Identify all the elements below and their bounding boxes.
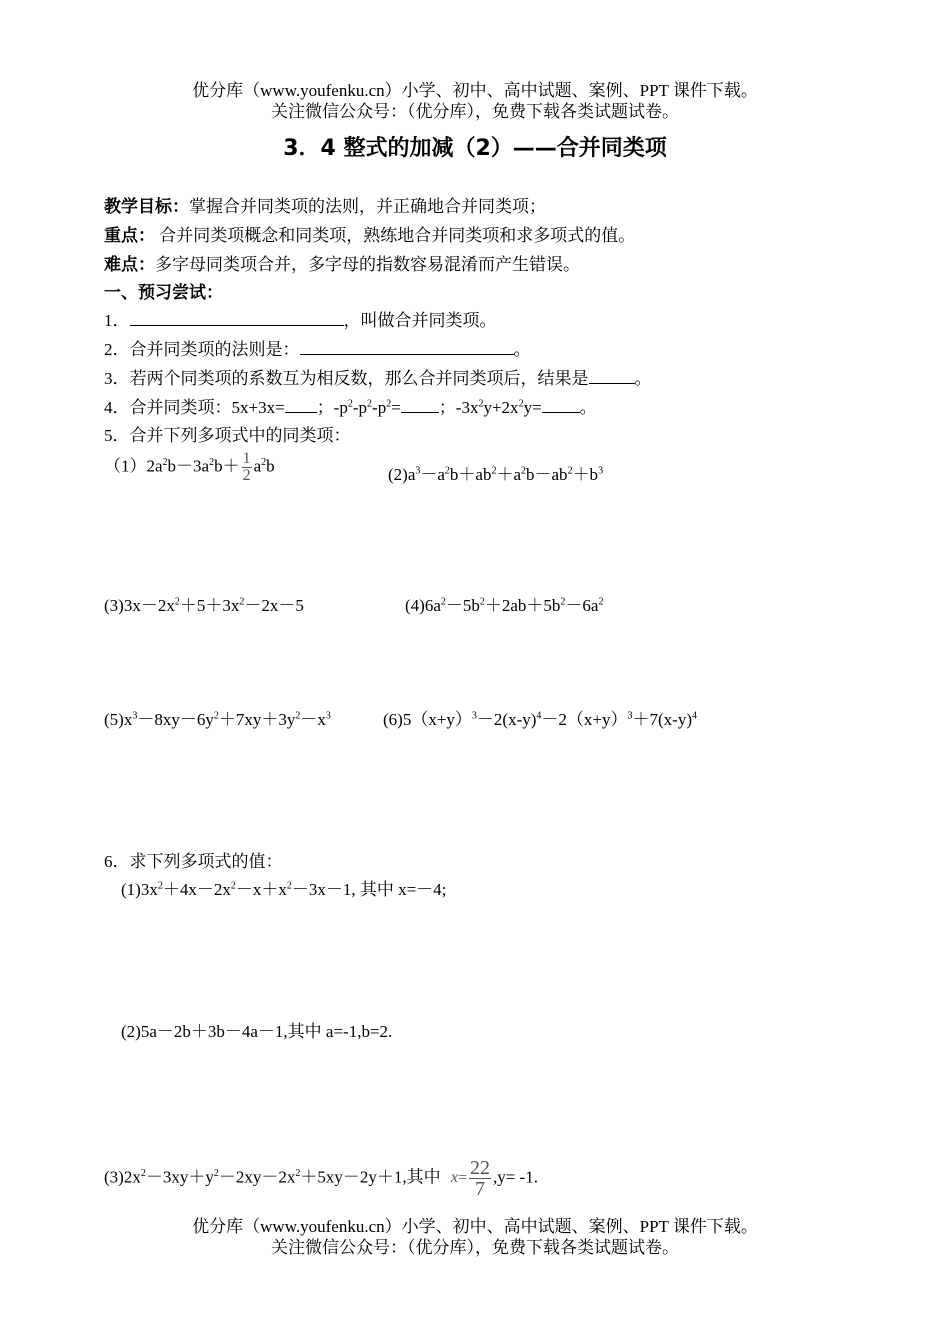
sup: 2 bbox=[230, 880, 236, 892]
e2-part: ＋a bbox=[496, 465, 522, 484]
sup: 3 bbox=[598, 465, 604, 477]
q4-part-2b: -p bbox=[352, 398, 368, 417]
v3-part: ,y= -1. bbox=[492, 1167, 538, 1187]
v1-part: (1)3x bbox=[121, 880, 158, 899]
exercise-4 bbox=[405, 591, 603, 616]
e5-part: －8xy－6y bbox=[137, 710, 214, 729]
sup: 2 bbox=[295, 710, 301, 722]
frac-den: 2 bbox=[242, 467, 251, 484]
e6-part: －2(x-y) bbox=[476, 710, 537, 729]
objective-focus bbox=[104, 221, 635, 246]
value-problem-3 bbox=[104, 1158, 538, 1199]
header-line-2: 关注微信公众号：（优分库），免费下载各类试题试卷。 bbox=[271, 102, 679, 121]
sup: 2 bbox=[174, 596, 180, 608]
goal-text: 掌握合并同类项的法则，并正确地合并同类项； bbox=[189, 197, 546, 216]
sup: 2 bbox=[209, 456, 215, 468]
q4-blank-2[interactable] bbox=[401, 396, 439, 413]
sup: 2 bbox=[213, 1167, 219, 1179]
sup: 2 bbox=[479, 596, 485, 608]
frac-num: 1 bbox=[242, 450, 251, 467]
q4-blank-1[interactable] bbox=[285, 396, 317, 413]
e4-part: (4)6a bbox=[405, 596, 441, 615]
e5-part: －x bbox=[300, 710, 326, 729]
e5-part: ＋7xy＋3y bbox=[218, 710, 296, 729]
question-3 bbox=[104, 364, 652, 389]
exercise-6 bbox=[383, 705, 697, 730]
sup: 2 bbox=[157, 880, 163, 892]
q4-part-2c: -p bbox=[372, 398, 387, 417]
variable-x: x bbox=[450, 1169, 458, 1187]
q4-end: 。 bbox=[579, 398, 597, 417]
focus-text: 合并同类项概念和同类项，熟练地合并同类项和求多项式的值。 bbox=[155, 226, 636, 245]
question-6: 6．求下列多项式的值： bbox=[104, 852, 283, 871]
sup: 2 bbox=[140, 1167, 146, 1179]
e1-part: （1）2a bbox=[104, 456, 163, 476]
section-preview-heading: 一、预习尝试： bbox=[104, 283, 223, 302]
e4-part: －5b bbox=[445, 596, 480, 615]
question-2 bbox=[104, 335, 531, 360]
v3-part: ＋5xy－2y＋1,其中 bbox=[300, 1167, 441, 1187]
v3-part: －3xy＋y bbox=[145, 1167, 214, 1187]
sup: 2 bbox=[478, 398, 484, 410]
exercise-5 bbox=[104, 705, 331, 730]
exercise-3 bbox=[104, 591, 304, 616]
e6-part: －2（x+y） bbox=[541, 710, 628, 729]
q1-blank[interactable] bbox=[130, 309, 344, 326]
frac-num: 22 bbox=[469, 1157, 490, 1179]
e2-part: ＋b bbox=[572, 465, 599, 484]
objective-difficulty bbox=[104, 250, 580, 275]
e2-part: (2)a bbox=[388, 465, 416, 484]
sup: 2 bbox=[162, 456, 168, 468]
sup: 3 bbox=[415, 465, 421, 477]
q4-blank-3[interactable] bbox=[542, 396, 580, 413]
question-1 bbox=[104, 306, 497, 331]
q2-blank[interactable] bbox=[300, 338, 514, 355]
q1-number: 1． bbox=[104, 311, 130, 330]
goal-label: 教学目标： bbox=[104, 197, 189, 216]
v1-part: －3x－1, 其中 x=－4; bbox=[291, 880, 447, 899]
sup: 4 bbox=[691, 710, 697, 722]
q3-text: 3．若两个同类项的系数互为相反数，那么合并同类项后，结果是 bbox=[104, 369, 589, 388]
e2-part: b＋ab bbox=[449, 465, 492, 484]
q2-end: 。 bbox=[513, 340, 531, 359]
q4-part-2a: ；-p bbox=[316, 398, 348, 417]
sup: 2 bbox=[444, 465, 450, 477]
page-title: 3．4 整式的加减（2）——合并同类项 bbox=[283, 136, 667, 161]
sup: 2 bbox=[598, 596, 604, 608]
fraction-22-7 bbox=[469, 1158, 491, 1199]
e6-part: (6)5（x+y） bbox=[383, 710, 472, 729]
exercise-2 bbox=[388, 460, 603, 485]
sup: 2 bbox=[239, 596, 245, 608]
v3-part: －2xy－2x bbox=[218, 1167, 296, 1187]
objective-goal bbox=[104, 192, 546, 217]
question-4 bbox=[104, 393, 597, 418]
v1-part: ＋4x－2x bbox=[162, 880, 231, 899]
equals-sign: = bbox=[457, 1169, 467, 1187]
sup: 2 bbox=[347, 398, 353, 410]
q2-text: 2．合并同类项的法则是： bbox=[104, 340, 300, 359]
e3-part: (3)3x－2x bbox=[104, 596, 175, 615]
e1-part: b－3a bbox=[167, 456, 210, 476]
q3-blank[interactable] bbox=[589, 367, 635, 384]
q4-text: 4．合并同类项：5x+3x= bbox=[104, 398, 285, 417]
e3-part: ＋5＋3x bbox=[179, 596, 240, 615]
sup: 3 bbox=[471, 710, 477, 722]
q4-part-3c: y= bbox=[523, 398, 542, 417]
value-problem-1 bbox=[121, 875, 446, 900]
sup: 2 bbox=[386, 398, 392, 410]
q4-part-3a: ；-3x bbox=[438, 398, 479, 417]
e1-part: b＋ bbox=[214, 456, 240, 476]
e5-part: (5)x bbox=[104, 710, 133, 729]
footer-line-1: 优分库（www.youfenku.cn）小学、初中、高中试题、案例、PPT 课件下载。 bbox=[192, 1217, 758, 1236]
question-5: 5．合并下列多项式中的同类项： bbox=[104, 426, 351, 445]
sup: 2 bbox=[567, 465, 573, 477]
sup: 2 bbox=[560, 596, 566, 608]
e1-part: b bbox=[266, 456, 275, 476]
e6-part: ＋7(x-y) bbox=[632, 710, 692, 729]
q1-text: ，叫做合并同类项。 bbox=[343, 311, 497, 330]
v1-part: －x＋x bbox=[235, 880, 287, 899]
e3-part: －2x－5 bbox=[244, 596, 304, 615]
sup: 2 bbox=[286, 880, 292, 892]
sup: 3 bbox=[325, 710, 331, 722]
sup: 3 bbox=[627, 710, 633, 722]
frac-den: 7 bbox=[474, 1178, 485, 1200]
half-fraction bbox=[242, 451, 252, 484]
sup: 4 bbox=[536, 710, 542, 722]
e1-part: a bbox=[253, 456, 262, 476]
exercise-1 bbox=[104, 451, 275, 484]
header-line-1: 优分库（www.youfenku.cn）小学、初中、高中试题、案例、PPT 课件下载。 bbox=[192, 81, 758, 100]
q4-part-2d: = bbox=[391, 398, 401, 417]
sup: 2 bbox=[491, 465, 497, 477]
e2-part: b－ab bbox=[526, 465, 568, 484]
sup: 2 bbox=[213, 710, 219, 722]
v3-part: (3)2x bbox=[104, 1167, 141, 1187]
value-problem-2: (2)5a－2b＋3b－4a－1,其中 a=-1,b=2. bbox=[121, 1022, 393, 1041]
sup: 2 bbox=[518, 398, 524, 410]
sup: 3 bbox=[132, 710, 138, 722]
e2-part: －a bbox=[420, 465, 445, 484]
sup: 2 bbox=[261, 456, 267, 468]
e4-part: ＋2ab＋5b bbox=[484, 596, 561, 615]
e4-part: －6a bbox=[565, 596, 599, 615]
focus-label: 重点： bbox=[104, 226, 155, 245]
q3-end: 。 bbox=[634, 369, 652, 388]
difficulty-label: 难点： bbox=[104, 255, 155, 274]
q4-part-3b: y+2x bbox=[483, 398, 519, 417]
difficulty-text: 多字母同类项合并，多字母的指数容易混淆而产生错误。 bbox=[155, 255, 580, 274]
sup: 2 bbox=[521, 465, 527, 477]
sup: 2 bbox=[440, 596, 446, 608]
sup: 2 bbox=[367, 398, 373, 410]
footer-line-2: 关注微信公众号：（优分库），免费下载各类试题试卷。 bbox=[271, 1238, 679, 1257]
sup: 2 bbox=[295, 1167, 301, 1179]
